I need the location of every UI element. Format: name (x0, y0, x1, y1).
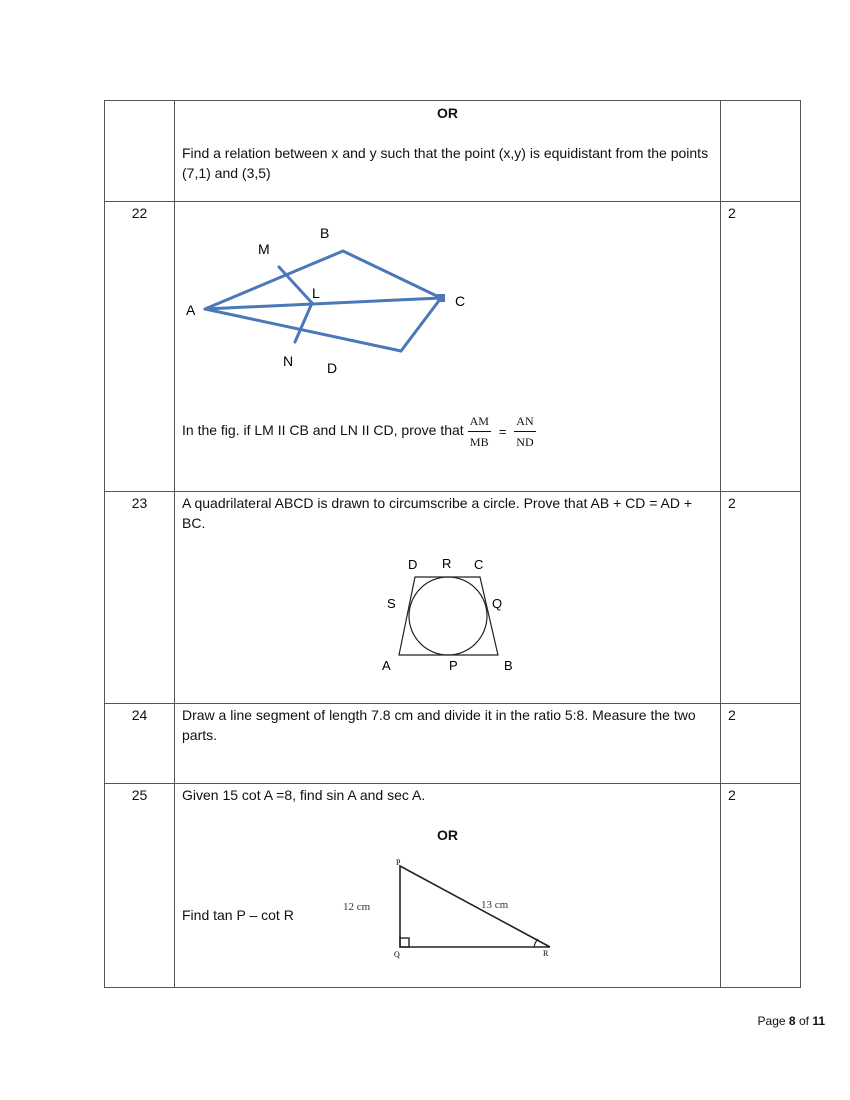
number-cell (105, 784, 175, 988)
label-b: B (504, 658, 513, 673)
label-m: M (258, 241, 270, 257)
triangle-pqr (400, 866, 550, 947)
label-c: C (474, 557, 484, 572)
label-side-pr: 13 cm (481, 899, 509, 911)
question-cell (175, 704, 721, 784)
question-number: 22 (131, 205, 148, 221)
marks-cell (721, 101, 801, 202)
marks-value: 2 (728, 205, 736, 221)
question-cell (175, 202, 721, 492)
question-cell (175, 101, 721, 202)
marks-value: 2 (728, 495, 736, 511)
question-row-25 (105, 784, 801, 988)
label-d: D (408, 557, 418, 572)
label-a: A (186, 302, 196, 318)
footer-of-word: of (798, 1014, 809, 1028)
footer-page-total: 11 (812, 1014, 825, 1028)
label-q: Q (492, 596, 503, 611)
marks-cell (721, 202, 801, 492)
marks-value: 2 (728, 787, 736, 803)
point-c-marker (437, 294, 445, 302)
right-triangle-figure (175, 784, 721, 988)
alt-question-text: Find tan P – cot R (182, 907, 294, 923)
segment-ab (205, 251, 343, 309)
question-text: In the fig. if LM II CB and LN II CD, prove that (182, 422, 464, 439)
marks-cell (721, 492, 801, 704)
right-angle-marker (400, 938, 409, 947)
label-p: P (396, 858, 401, 867)
number-cell (105, 492, 175, 704)
question-text: A quadrilateral ABCD is drawn to circumscribe a circle. Prove that AB + CD = AD + BC. (182, 495, 693, 531)
segment-ac (205, 298, 441, 309)
segment-da (205, 309, 401, 351)
label-side-pq: 12 cm (343, 901, 371, 913)
label-r: R (543, 949, 549, 958)
fraction-denominator: ND (516, 435, 534, 449)
question-row-21-or (105, 101, 801, 202)
question-statement (182, 414, 712, 449)
label-a: A (382, 658, 391, 673)
label-s: S (387, 596, 396, 611)
footer-page-number: 8 (788, 1014, 796, 1028)
question-number: 23 (131, 495, 148, 511)
segment-ln (295, 303, 312, 342)
question-text: Draw a line segment of length 7.8 cm and divide it in the ratio 5:8. Measure the two parts. (182, 707, 696, 743)
question-cell (175, 492, 721, 704)
number-cell (105, 704, 175, 784)
question-row-22 (105, 202, 801, 492)
number-cell (105, 202, 175, 492)
marks-cell (721, 704, 801, 784)
label-d: D (327, 360, 338, 376)
question-text: Find a relation between x and y such that the point (x,y) is equidistant from the points (7,1) and (3,5) (182, 145, 709, 181)
fraction-numerator: AM (468, 414, 491, 432)
or-label: OR (437, 105, 458, 121)
question-row-23 (105, 492, 801, 704)
kite-figure (175, 202, 721, 402)
or-label: OR (437, 827, 458, 843)
label-b: B (320, 225, 330, 241)
equals-sign: = (498, 423, 507, 439)
fraction-an-nd (514, 414, 535, 449)
segment-bc (343, 251, 441, 298)
question-table (104, 100, 801, 988)
number-cell (105, 101, 175, 202)
label-l: L (312, 285, 320, 301)
circumscribed-quadrilateral-figure (175, 492, 721, 704)
inscribed-circle (409, 577, 487, 655)
label-n: N (283, 353, 294, 369)
label-c: C (455, 293, 466, 309)
marks-cell (721, 784, 801, 988)
question-row-24 (105, 704, 801, 784)
question-cell (175, 784, 721, 988)
page-footer (758, 1014, 825, 1028)
fraction-denominator: MB (469, 435, 489, 449)
question-number: 25 (131, 787, 148, 803)
trapezium-abcd (399, 577, 498, 655)
fraction-am-mb (468, 414, 491, 449)
question-number: 24 (131, 707, 148, 723)
label-q: Q (394, 950, 400, 959)
marks-value: 2 (728, 707, 736, 723)
label-p: P (449, 658, 458, 673)
fraction-numerator: AN (514, 414, 535, 432)
footer-page-word: Page (757, 1014, 786, 1028)
label-r: R (442, 556, 452, 571)
question-text: Given 15 cot A =8, find sin A and sec A. (182, 787, 426, 803)
segment-cd (401, 298, 441, 351)
